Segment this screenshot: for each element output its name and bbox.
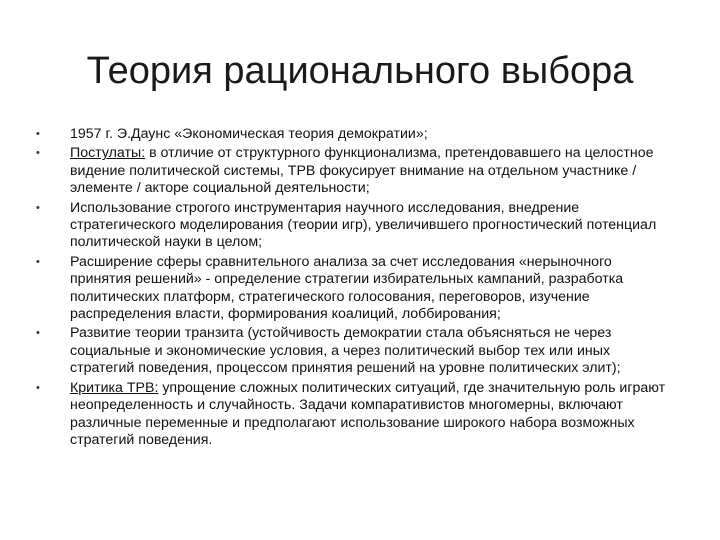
bullet-marker-icon: • <box>36 327 40 340</box>
bullet-marker-icon: • <box>36 147 40 160</box>
bullet-text: упрощение сложных политических ситуаций, где значительную роль играют неопределенность и случайность. Задачи компаративистов многомерны, включают различные переменные и предполагают использование широкого набора возможных стратегий поведения. <box>70 379 666 448</box>
bullet-text: Расширение сферы сравнительного анализа за счет исследования «нерыночного принятия решений» - определение стратегии избирательных кампаний, разработка политических платформ, стратегического голосования, переговоров, изучение распределения власти, формирования коалиций, лоббирования; <box>70 253 624 323</box>
bullet-marker-icon: • <box>36 255 40 268</box>
bullet-item <box>36 200 676 252</box>
bullet-item <box>36 254 676 324</box>
bullet-lead: Критика ТРВ: <box>70 379 159 396</box>
bullet-marker-icon: • <box>36 381 40 394</box>
bullet-item <box>36 380 676 450</box>
bullet-marker-icon: • <box>36 128 40 140</box>
bullet-marker-icon: • <box>36 201 40 214</box>
bullet-item <box>36 126 676 143</box>
slide-title: Теория рационального выбора <box>86 50 634 92</box>
bullet-lead: Постулаты: <box>70 145 146 162</box>
bullet-text: Использование строгого инструментария научного исследования, внедрение стратегического моделирования (теории игр), увеличившего прогностический потенциал политической науки в целом; <box>70 199 657 251</box>
bullet-text: Развитие теории транзита (устойчивость демократии стала объясняться не через социальные и экономические условия, а через политический выбор тех или иных стратегий поведения, процессом принятия решений на уровне политических элит); <box>70 325 621 377</box>
bullet-text: в отличие от структурного функционализма, претендовавшего на целостное видение политической системы, ТРВ фокусирует внимание на отдельном участнике / элементе / акторе социальной деятельности; <box>70 145 654 197</box>
bullet-item <box>36 145 676 197</box>
bullet-item <box>36 325 676 377</box>
bullet-list <box>36 126 676 451</box>
bullet-text: 1957 г. Э.Даунс «Экономическая теория демократии»; <box>70 126 428 142</box>
